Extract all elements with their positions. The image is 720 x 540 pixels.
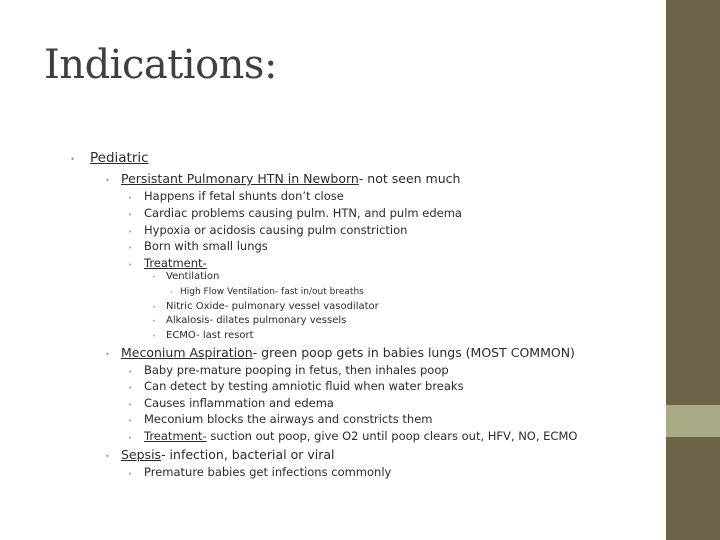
item-text: Ventilation [166, 271, 220, 282]
bullet-icon: • [152, 304, 156, 311]
bullet-icon: • [105, 452, 110, 461]
bullet-icon: • [128, 261, 133, 269]
item-text: Meconium blocks the airways and constricts them [144, 412, 433, 426]
item-text: Premature babies get infections commonly [144, 465, 392, 479]
list-item [128, 465, 391, 479]
bullet-icon: • [128, 211, 133, 219]
list-item [152, 330, 254, 341]
list-item [170, 287, 364, 297]
item-heading: Persistant Pulmonary HTN in Newborn [121, 171, 359, 186]
list-item [152, 301, 379, 312]
decorative-sidebar-accent [666, 405, 720, 437]
item-heading: Sepsis [121, 447, 162, 462]
item-text: - infection, bacterial or viral [161, 447, 335, 462]
list-item [152, 271, 219, 282]
item-text: - green poop gets in babies lungs (MOST COMMON) [252, 345, 575, 360]
item-text: Can detect by testing amniotic fluid when water breaks [144, 379, 464, 393]
list-item [128, 379, 464, 393]
bullet-icon: • [128, 228, 133, 236]
slide-title: Indications: [44, 42, 277, 88]
item-heading: Meconium Aspiration [121, 345, 253, 360]
item-text: Baby pre-mature pooping in fetus, then inhales poop [144, 363, 449, 377]
bullet-icon: • [128, 384, 133, 392]
list-item [128, 239, 268, 253]
item-text: Causes inflammation and edema [144, 396, 334, 410]
bullet-icon: • [70, 155, 76, 165]
item-text: Alkalosis- dilates pulmonary vessels [166, 315, 347, 326]
list-item [152, 315, 346, 326]
bullet-icon: • [128, 368, 133, 376]
bullet-icon: • [128, 194, 133, 202]
list-item-meconium [105, 345, 575, 360]
list-item [128, 396, 334, 410]
item-text: suction out poop, give O2 until poop clears out, HFV, NO, ECMO [206, 429, 578, 443]
item-text: Born with small lungs [144, 239, 268, 253]
bullet-icon: • [152, 274, 156, 281]
list-item [128, 206, 462, 220]
list-item-sepsis [105, 447, 334, 462]
item-text: ECMO- last resort [166, 330, 254, 341]
item-text: Treatment- [144, 256, 207, 270]
item-text: Cardiac problems causing pulm. HTN, and pulm edema [144, 206, 462, 220]
bullet-icon: • [128, 470, 133, 478]
bullet-icon: • [128, 244, 133, 252]
item-text: Pediatric [90, 150, 149, 166]
bullet-icon: • [105, 350, 110, 359]
list-item [128, 223, 407, 237]
bullet-icon: • [128, 417, 133, 425]
list-item [128, 363, 449, 377]
decorative-sidebar [666, 0, 720, 540]
list-item-treatment [128, 256, 207, 270]
list-item-pediatric [70, 150, 149, 166]
bullet-icon: • [128, 434, 133, 442]
item-text: High Flow Ventilation- fast in/out breaths [180, 287, 364, 297]
item-heading: Treatment- [144, 429, 207, 443]
list-item [128, 429, 577, 443]
list-item-pphn [105, 171, 460, 186]
item-text: Nitric Oxide- pulmonary vessel vasodilator [166, 301, 379, 312]
list-item [128, 412, 432, 426]
list-item [128, 189, 344, 203]
bullet-icon: • [105, 176, 110, 185]
bullet-icon: • [152, 333, 156, 340]
bullet-icon: • [128, 401, 133, 409]
item-text: Happens if fetal shunts don’t close [144, 189, 344, 203]
item-text: Hypoxia or acidosis causing pulm constriction [144, 223, 408, 237]
item-text: - not seen much [358, 171, 461, 186]
bullet-icon: • [152, 318, 156, 325]
bullet-icon: • [170, 290, 173, 296]
